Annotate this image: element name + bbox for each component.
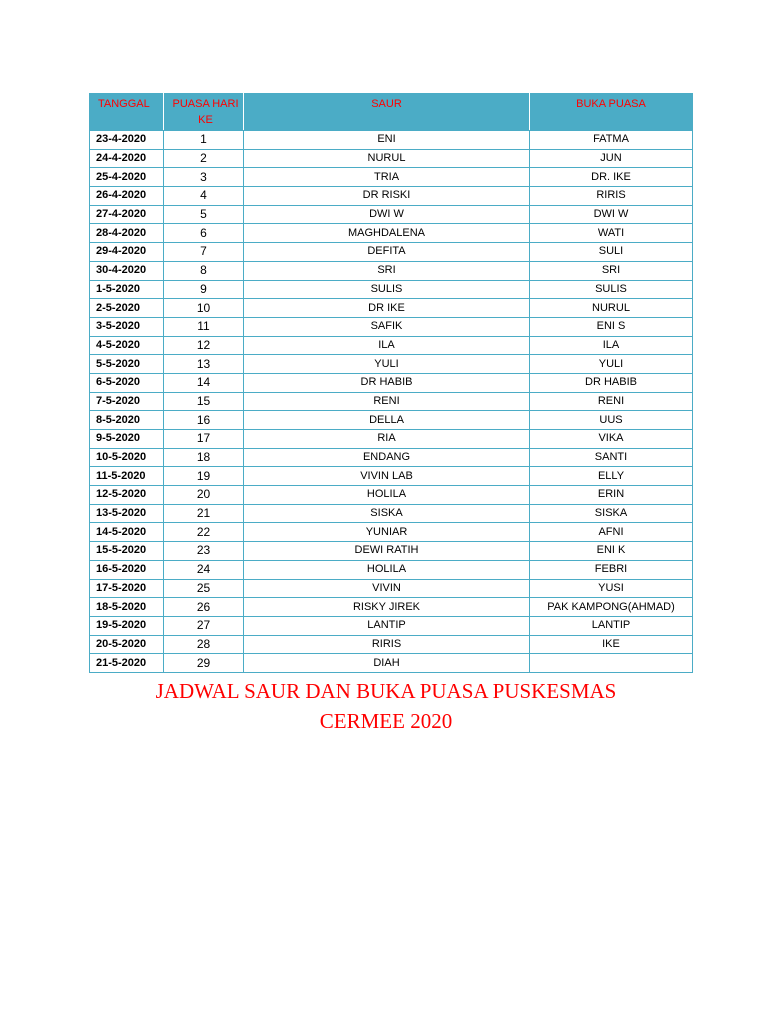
cell-puasa-hari-ke: 22 [164, 523, 244, 542]
cell-saur: ILA [244, 336, 530, 355]
cell-saur: DR HABIB [244, 373, 530, 392]
caption-line-1: JADWAL SAUR DAN BUKA PUASA PUSKESMAS [155, 679, 617, 703]
document-caption [0, 676, 768, 736]
cell-saur: DEWI RATIH [244, 542, 530, 561]
cell-buka-puasa: SRI [530, 261, 693, 280]
cell-buka-puasa: LANTIP [530, 616, 693, 635]
cell-buka-puasa: FATMA [530, 131, 693, 150]
cell-tanggal: 20-5-2020 [90, 635, 164, 654]
header-row [90, 94, 693, 131]
header-tanggal-label: TANGGAL [98, 98, 150, 110]
cell-saur: DELLA [244, 411, 530, 430]
cell-buka-puasa: YULI [530, 355, 693, 374]
cell-puasa-hari-ke: 3 [164, 168, 244, 187]
cell-saur: TRIA [244, 168, 530, 187]
cell-saur: HOLILA [244, 486, 530, 505]
cell-puasa-hari-ke: 8 [164, 261, 244, 280]
cell-puasa-hari-ke: 15 [164, 392, 244, 411]
table-row [90, 336, 693, 355]
cell-buka-puasa: RENI [530, 392, 693, 411]
cell-saur: SISKA [244, 504, 530, 523]
cell-puasa-hari-ke: 7 [164, 243, 244, 262]
schedule-table [89, 93, 693, 673]
table-row [90, 411, 693, 430]
header-puasa-hari-ke [164, 94, 244, 131]
cell-buka-puasa: ERIN [530, 486, 693, 505]
cell-buka-puasa: FEBRI [530, 560, 693, 579]
cell-puasa-hari-ke: 9 [164, 280, 244, 299]
cell-puasa-hari-ke: 2 [164, 149, 244, 168]
cell-tanggal: 27-4-2020 [90, 205, 164, 224]
cell-puasa-hari-ke: 27 [164, 616, 244, 635]
cell-buka-puasa: NURUL [530, 299, 693, 318]
cell-tanggal: 15-5-2020 [90, 542, 164, 561]
table-row [90, 317, 693, 336]
cell-buka-puasa: ENI S [530, 317, 693, 336]
cell-buka-puasa: PAK KAMPONG(AHMAD) [530, 598, 693, 617]
cell-buka-puasa: SISKA [530, 504, 693, 523]
cell-saur: SRI [244, 261, 530, 280]
header-tanggal [90, 94, 164, 131]
cell-saur: DEFITA [244, 243, 530, 262]
table-row [90, 355, 693, 374]
table-row [90, 504, 693, 523]
cell-buka-puasa: SULIS [530, 280, 693, 299]
header-puasa-label: PUASA HARI KE [172, 98, 239, 126]
cell-puasa-hari-ke: 23 [164, 542, 244, 561]
cell-saur: MAGHDALENA [244, 224, 530, 243]
table-row [90, 280, 693, 299]
cell-saur: DR IKE [244, 299, 530, 318]
cell-tanggal: 18-5-2020 [90, 598, 164, 617]
table-row [90, 430, 693, 449]
cell-puasa-hari-ke: 28 [164, 635, 244, 654]
table-row [90, 224, 693, 243]
header-buka-puasa [530, 94, 693, 131]
header-buka-label: BUKA PUASA [576, 98, 646, 110]
cell-saur: ENI [244, 131, 530, 150]
table-row [90, 261, 693, 280]
cell-puasa-hari-ke: 11 [164, 317, 244, 336]
cell-saur: RISKY JIREK [244, 598, 530, 617]
cell-saur: ENDANG [244, 448, 530, 467]
table-row [90, 560, 693, 579]
cell-saur: VIVIN [244, 579, 530, 598]
cell-tanggal: 28-4-2020 [90, 224, 164, 243]
cell-tanggal: 23-4-2020 [90, 131, 164, 150]
cell-saur: HOLILA [244, 560, 530, 579]
cell-puasa-hari-ke: 14 [164, 373, 244, 392]
cell-puasa-hari-ke: 21 [164, 504, 244, 523]
cell-tanggal: 30-4-2020 [90, 261, 164, 280]
table-row [90, 243, 693, 262]
table-row [90, 187, 693, 206]
table-row [90, 486, 693, 505]
table-row [90, 616, 693, 635]
cell-saur: YUNIAR [244, 523, 530, 542]
cell-tanggal: 6-5-2020 [90, 373, 164, 392]
cell-saur: NURUL [244, 149, 530, 168]
cell-saur: LANTIP [244, 616, 530, 635]
header-saur [244, 94, 530, 131]
cell-tanggal: 9-5-2020 [90, 430, 164, 449]
table-row [90, 299, 693, 318]
cell-tanggal: 12-5-2020 [90, 486, 164, 505]
cell-tanggal: 11-5-2020 [90, 467, 164, 486]
table-row [90, 635, 693, 654]
cell-puasa-hari-ke: 26 [164, 598, 244, 617]
cell-puasa-hari-ke: 12 [164, 336, 244, 355]
cell-puasa-hari-ke: 13 [164, 355, 244, 374]
table-row [90, 168, 693, 187]
cell-buka-puasa: AFNI [530, 523, 693, 542]
cell-tanggal: 1-5-2020 [90, 280, 164, 299]
cell-puasa-hari-ke: 20 [164, 486, 244, 505]
cell-buka-puasa: DR. IKE [530, 168, 693, 187]
cell-tanggal: 24-4-2020 [90, 149, 164, 168]
cell-puasa-hari-ke: 10 [164, 299, 244, 318]
cell-saur: SULIS [244, 280, 530, 299]
cell-tanggal: 14-5-2020 [90, 523, 164, 542]
cell-tanggal: 26-4-2020 [90, 187, 164, 206]
cell-buka-puasa: RIRIS [530, 187, 693, 206]
caption-line-2: CERMEE 2020 [319, 709, 453, 733]
cell-saur: DR RISKI [244, 187, 530, 206]
table-row [90, 542, 693, 561]
table-row [90, 654, 693, 673]
cell-saur: DIAH [244, 654, 530, 673]
cell-buka-puasa: DWI W [530, 205, 693, 224]
cell-tanggal: 17-5-2020 [90, 579, 164, 598]
table-row [90, 131, 693, 150]
cell-tanggal: 4-5-2020 [90, 336, 164, 355]
cell-buka-puasa: WATI [530, 224, 693, 243]
cell-puasa-hari-ke: 16 [164, 411, 244, 430]
cell-buka-puasa: JUN [530, 149, 693, 168]
table-row [90, 149, 693, 168]
cell-buka-puasa: IKE [530, 635, 693, 654]
cell-tanggal: 2-5-2020 [90, 299, 164, 318]
cell-buka-puasa: UUS [530, 411, 693, 430]
cell-saur: DWI W [244, 205, 530, 224]
cell-tanggal: 3-5-2020 [90, 317, 164, 336]
cell-saur: YULI [244, 355, 530, 374]
cell-tanggal: 16-5-2020 [90, 560, 164, 579]
table-body [90, 131, 693, 673]
cell-buka-puasa: VIKA [530, 430, 693, 449]
cell-buka-puasa: SANTI [530, 448, 693, 467]
cell-puasa-hari-ke: 24 [164, 560, 244, 579]
table-row [90, 373, 693, 392]
cell-tanggal: 25-4-2020 [90, 168, 164, 187]
cell-puasa-hari-ke: 19 [164, 467, 244, 486]
cell-puasa-hari-ke: 29 [164, 654, 244, 673]
cell-puasa-hari-ke: 5 [164, 205, 244, 224]
table-row [90, 579, 693, 598]
cell-tanggal: 8-5-2020 [90, 411, 164, 430]
cell-buka-puasa: ENI K [530, 542, 693, 561]
table-row [90, 448, 693, 467]
cell-puasa-hari-ke: 18 [164, 448, 244, 467]
cell-buka-puasa: SULI [530, 243, 693, 262]
cell-saur: RENI [244, 392, 530, 411]
cell-tanggal: 13-5-2020 [90, 504, 164, 523]
cell-saur: VIVIN LAB [244, 467, 530, 486]
cell-buka-puasa: ILA [530, 336, 693, 355]
cell-saur: RIRIS [244, 635, 530, 654]
cell-saur: RIA [244, 430, 530, 449]
cell-puasa-hari-ke: 25 [164, 579, 244, 598]
cell-puasa-hari-ke: 17 [164, 430, 244, 449]
table-row [90, 467, 693, 486]
cell-tanggal: 29-4-2020 [90, 243, 164, 262]
cell-puasa-hari-ke: 1 [164, 131, 244, 150]
cell-buka-puasa: YUSI [530, 579, 693, 598]
header-saur-label: SAUR [371, 98, 402, 110]
cell-puasa-hari-ke: 4 [164, 187, 244, 206]
cell-tanggal: 5-5-2020 [90, 355, 164, 374]
table-row [90, 598, 693, 617]
table-header [90, 94, 693, 131]
table-row [90, 523, 693, 542]
cell-buka-puasa: ELLY [530, 467, 693, 486]
cell-tanggal: 10-5-2020 [90, 448, 164, 467]
cell-tanggal: 7-5-2020 [90, 392, 164, 411]
cell-tanggal: 21-5-2020 [90, 654, 164, 673]
cell-saur: SAFIK [244, 317, 530, 336]
table-row [90, 205, 693, 224]
table-row [90, 392, 693, 411]
cell-buka-puasa [530, 654, 693, 673]
cell-buka-puasa: DR HABIB [530, 373, 693, 392]
cell-tanggal: 19-5-2020 [90, 616, 164, 635]
cell-puasa-hari-ke: 6 [164, 224, 244, 243]
